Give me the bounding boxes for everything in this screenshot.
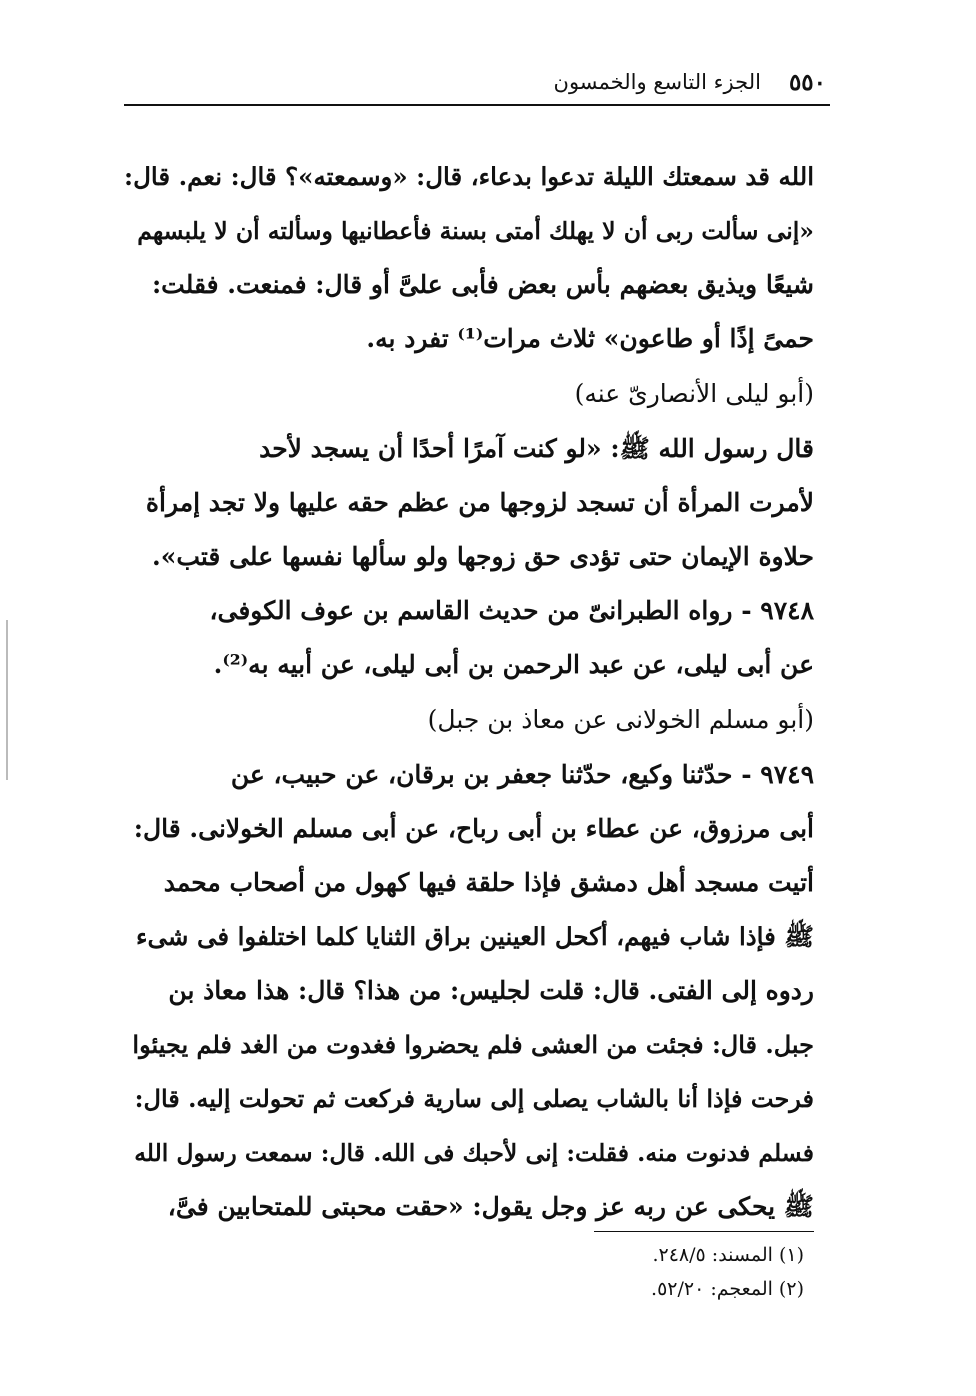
- body-text: [124, 150, 814, 1234]
- text-line: لأمرت المرأة أن تسجد لزوجها من عظم حقه عليها ولا تجد إمرأة: [145, 488, 814, 517]
- footnote-1: (١) المسند: ٢٤٨/٥.: [652, 1244, 804, 1266]
- text-line: ﷺ فإذا شاب فيهم، أكحل العينين براق الثنايا كلما اختلفوا فى شىء: [135, 922, 814, 951]
- running-title: الجزء التاسع والخمسون: [553, 70, 761, 94]
- section-heading: (أبو ليلى الأنصارىّ عنه): [574, 379, 814, 408]
- text-line: أبى مرزوق، عن عطاء بن أبى رباح، عن أبى مسلم الخولانى. قال:: [133, 814, 814, 843]
- text-line: ردوه إلى الفتى. قال: قلت لجليس: من هذا؟ قال: هذا معاذ بن: [168, 976, 814, 1005]
- footnotes: [400, 1238, 804, 1306]
- section-heading: (أبو مسلم الخولانى عن معاذ بن جبل): [427, 705, 814, 734]
- text-line: فسلم فدنوت منه. فقلت: إنى لأحبك فى الله. قال: سمعت رسول الله: [134, 1139, 814, 1167]
- text-line: ٩٧٤٨ - رواه الطبرانىّ من حديث القاسم بن عوف الكوفى،: [209, 596, 814, 625]
- text-line: قال رسول الله ﷺ: «لو كنت آمرًا أحدًا أن يسجد لأحد: [259, 434, 814, 463]
- page-number: ٥٥٠: [788, 68, 826, 96]
- header-rule: [124, 104, 830, 106]
- text-line: الله قد سمعتك الليلة تدعوا بدعاء، قال: «وسمعته»؟ قال: نعم. قال:: [124, 162, 814, 191]
- text-line: جبل. قال: فجئت من العشى فلم يحضروا فغدوت من الغد فلم يجيئوا: [132, 1030, 814, 1059]
- footnote-rule: [594, 1231, 814, 1232]
- text-line: حلاوة الإيمان حتى تؤدى حق زوجها ولو سألها نفسها على قتب».: [152, 542, 814, 571]
- text-line: حمىً إذًا أو طاعون» ثلاث مرات⁽¹⁾ تفرد به.: [366, 324, 814, 353]
- text-line: ٩٧٤٩ - حدّثنا وكيع، حدّثنا جعفر بن برقان، عن حبيب، عن: [230, 760, 814, 789]
- footnote-2: (٢) المعجم: ٥٢/٢٠.: [651, 1278, 804, 1300]
- text-line: عن أبى ليلى، عن عبد الرحمن بن أبى ليلى، عن أبيه به⁽²⁾.: [213, 650, 814, 679]
- text-line: «إنى سألت ربى أن لا يهلك أمتى بسنة فأعطانيها وسألته أن لا يلبسهم: [137, 217, 814, 245]
- text-line: فرحت فإذا أنا بالشاب يصلى إلى سارية فركعت ثم تحولت إليه. قال:: [134, 1084, 814, 1113]
- running-header: [124, 62, 826, 102]
- text-line: شيعًا ويذيق بعضهم بأس بعض فأبى علىَّ أو قال: فمنعت. فقلت:: [151, 270, 814, 299]
- text-line: أتيت مسجد أهل دمشق فإذا حلقة فيها كهول من أصحاب محمد: [163, 868, 814, 897]
- text-line: ﷺ يحكى عن ربه عز وجل يقول: «حقت محبتى للمتحابين فىَّ،: [167, 1192, 814, 1221]
- binding-margin-mark: [6, 620, 8, 780]
